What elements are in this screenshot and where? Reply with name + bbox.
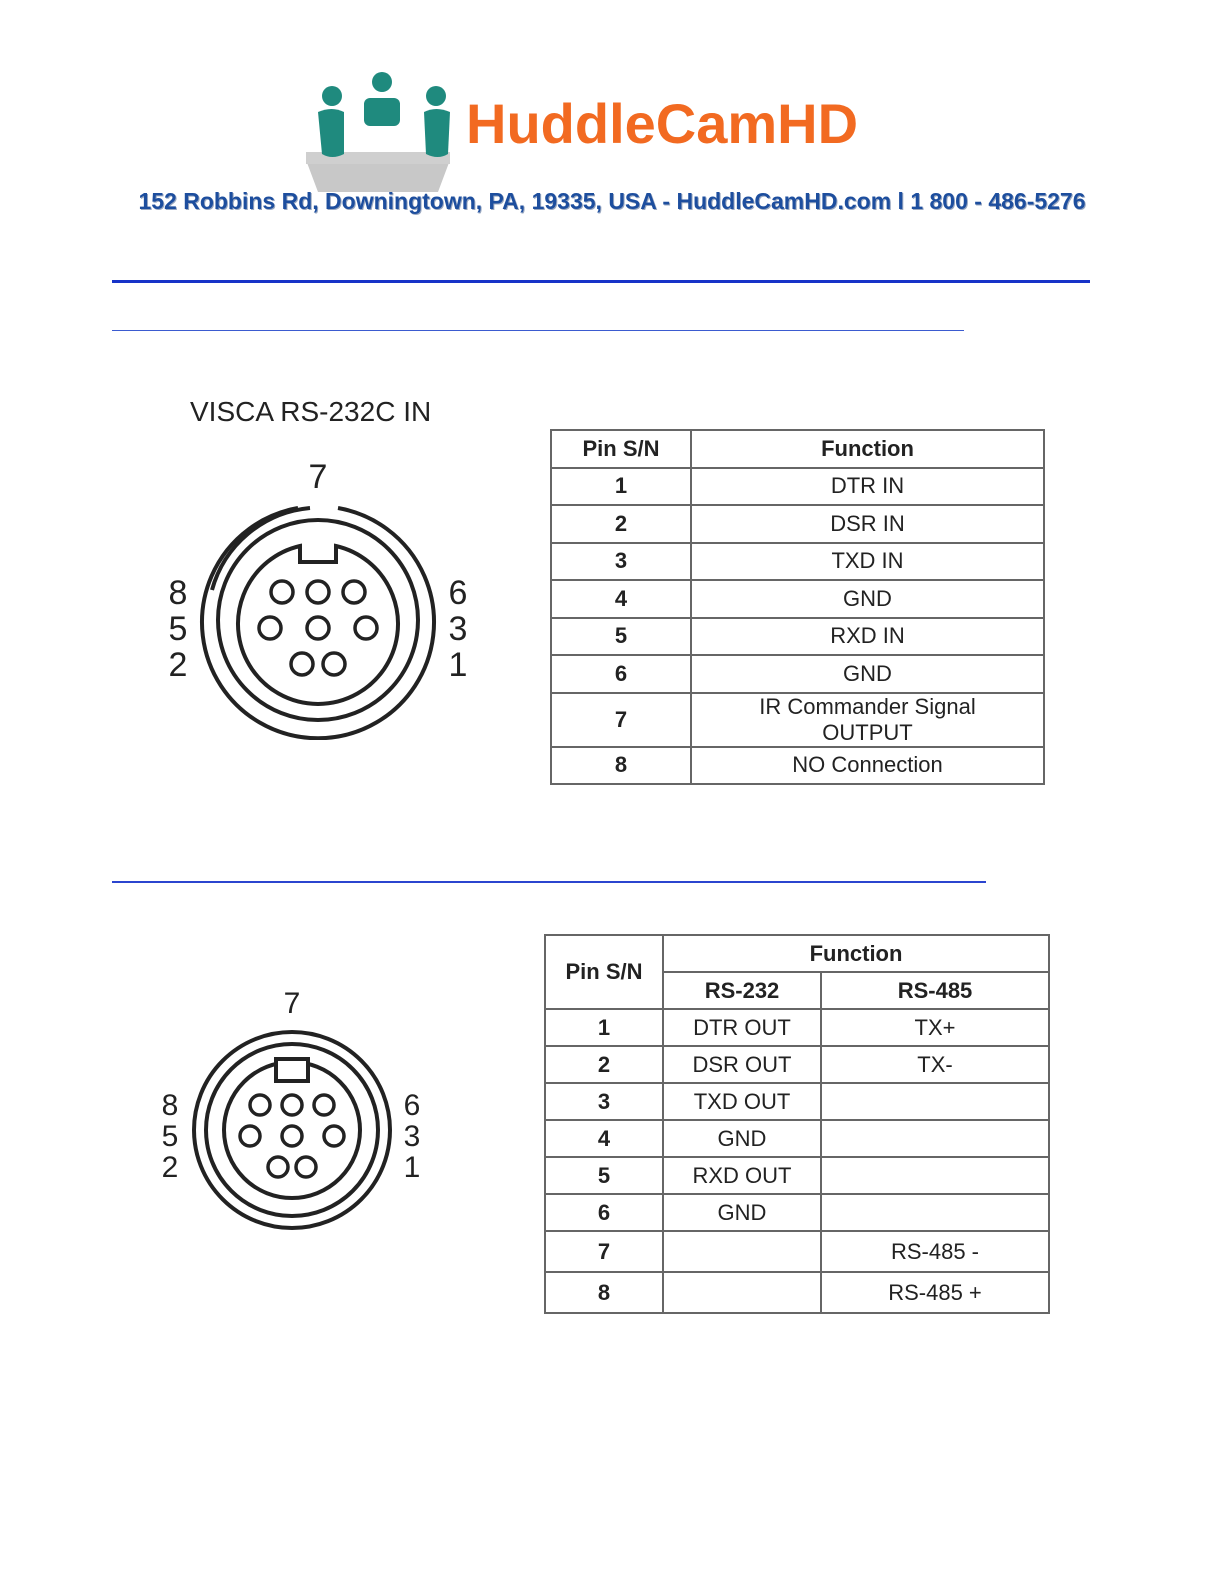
- pin-number: 3: [551, 543, 691, 581]
- column-header-rs232: RS-232: [663, 972, 821, 1009]
- table-row: [545, 1157, 1049, 1194]
- table-row: [551, 543, 1044, 581]
- pin-number: 6: [545, 1194, 663, 1231]
- pin-function: GND: [691, 580, 1044, 618]
- pin-number: 7: [545, 1231, 663, 1272]
- huddlecam-logo-icon: [300, 68, 470, 196]
- table-row: [551, 747, 1044, 785]
- pin-function-table-out: [544, 934, 1050, 1314]
- table-row: [551, 468, 1044, 506]
- company-address: 152 Robbins Rd, Downingtown, PA, 19335, USA - HuddleCamHD.com l 1 800 - 486-5276: [138, 188, 1086, 214]
- table-row: [545, 1120, 1049, 1157]
- pin-label-left: 5: [168, 610, 188, 648]
- column-header-rs485: RS-485: [821, 972, 1049, 1009]
- pin-number: 4: [551, 580, 691, 618]
- pin-function: TXD IN: [691, 543, 1044, 581]
- table-row: [545, 1009, 1049, 1046]
- pin-number: 5: [545, 1157, 663, 1194]
- connector-title: VISCA RS-232C IN: [190, 396, 432, 427]
- pin-number: 2: [551, 505, 691, 543]
- pin-label-top: 7: [308, 458, 328, 496]
- pin-label-left: 2: [161, 1151, 179, 1184]
- table-row: [551, 618, 1044, 656]
- pin-number: 8: [545, 1272, 663, 1313]
- table-row: [545, 1083, 1049, 1120]
- pin-label-right: 1: [448, 646, 468, 684]
- rs485-function: RS-485 +: [821, 1272, 1049, 1313]
- table-row: [551, 693, 1044, 747]
- pin-label-right: 3: [448, 610, 468, 648]
- pin-label-right: 3: [403, 1120, 421, 1153]
- column-header-pin: Pin S/N: [545, 935, 663, 1009]
- pin-function: [691, 693, 1044, 747]
- table-header-row: [545, 935, 1049, 972]
- mini-din-connector-diagram: [160, 450, 480, 740]
- pin-number: 7: [551, 693, 691, 747]
- pin-label-left: 8: [161, 1089, 179, 1122]
- rs485-function: [821, 1083, 1049, 1120]
- pin-number: 3: [545, 1083, 663, 1120]
- pin-number: 4: [545, 1120, 663, 1157]
- pin-number: 6: [551, 655, 691, 693]
- rs485-function: [821, 1194, 1049, 1231]
- rs232-function: GND: [663, 1194, 821, 1231]
- pin-number: 1: [545, 1009, 663, 1046]
- pin-label-top: 7: [283, 987, 301, 1020]
- pin-function: GND: [691, 655, 1044, 693]
- pin-function-line: OUTPUT: [822, 719, 913, 745]
- divider-rule: [112, 881, 986, 883]
- pin-function: DTR IN: [691, 468, 1044, 506]
- rs485-function: [821, 1157, 1049, 1194]
- table-row: [551, 655, 1044, 693]
- brand-name: HuddleCamHD: [466, 92, 859, 155]
- rs232-function: [663, 1272, 821, 1313]
- table-header-row: [551, 430, 1044, 468]
- pin-function: RXD IN: [691, 618, 1044, 656]
- table-row: [551, 505, 1044, 543]
- pin-function-line: IR Commander Signal: [759, 693, 976, 719]
- divider-rule: [112, 280, 1090, 283]
- pin-number: 2: [545, 1046, 663, 1083]
- pin-label-right: 6: [448, 574, 468, 612]
- pin-label-right: 6: [403, 1089, 421, 1122]
- divider-rule: [112, 330, 964, 331]
- table-row: [545, 1272, 1049, 1313]
- table-row: [545, 1231, 1049, 1272]
- column-header-pin: Pin S/N: [551, 430, 691, 468]
- pin-label-left: 2: [168, 646, 188, 684]
- pin-label-left: 5: [161, 1120, 179, 1153]
- pin-function: DSR IN: [691, 505, 1044, 543]
- table-row: [545, 1194, 1049, 1231]
- pin-number: 1: [551, 468, 691, 506]
- table-row: [551, 580, 1044, 618]
- pin-label-right: 1: [403, 1151, 421, 1184]
- rs485-function: [821, 1120, 1049, 1157]
- rs485-function: TX-: [821, 1046, 1049, 1083]
- rs485-function: TX+: [821, 1009, 1049, 1046]
- rs485-function: RS-485 -: [821, 1231, 1049, 1272]
- pin-number: 5: [551, 618, 691, 656]
- pin-number: 8: [551, 747, 691, 785]
- rs232-function: TXD OUT: [663, 1083, 821, 1120]
- pin-label-left: 8: [168, 574, 188, 612]
- column-header-function: Function: [691, 430, 1044, 468]
- pin-function: NO Connection: [691, 747, 1044, 785]
- pin-function-table-in: [550, 429, 1045, 785]
- rs232-function: [663, 1231, 821, 1272]
- rs232-function: DSR OUT: [663, 1046, 821, 1083]
- rs232-function: RXD OUT: [663, 1157, 821, 1194]
- rs232-function: DTR OUT: [663, 1009, 821, 1046]
- column-header-function: Function: [663, 935, 1049, 972]
- mini-din-connector-diagram: [150, 985, 440, 1235]
- table-row: [545, 1046, 1049, 1083]
- rs232-function: GND: [663, 1120, 821, 1157]
